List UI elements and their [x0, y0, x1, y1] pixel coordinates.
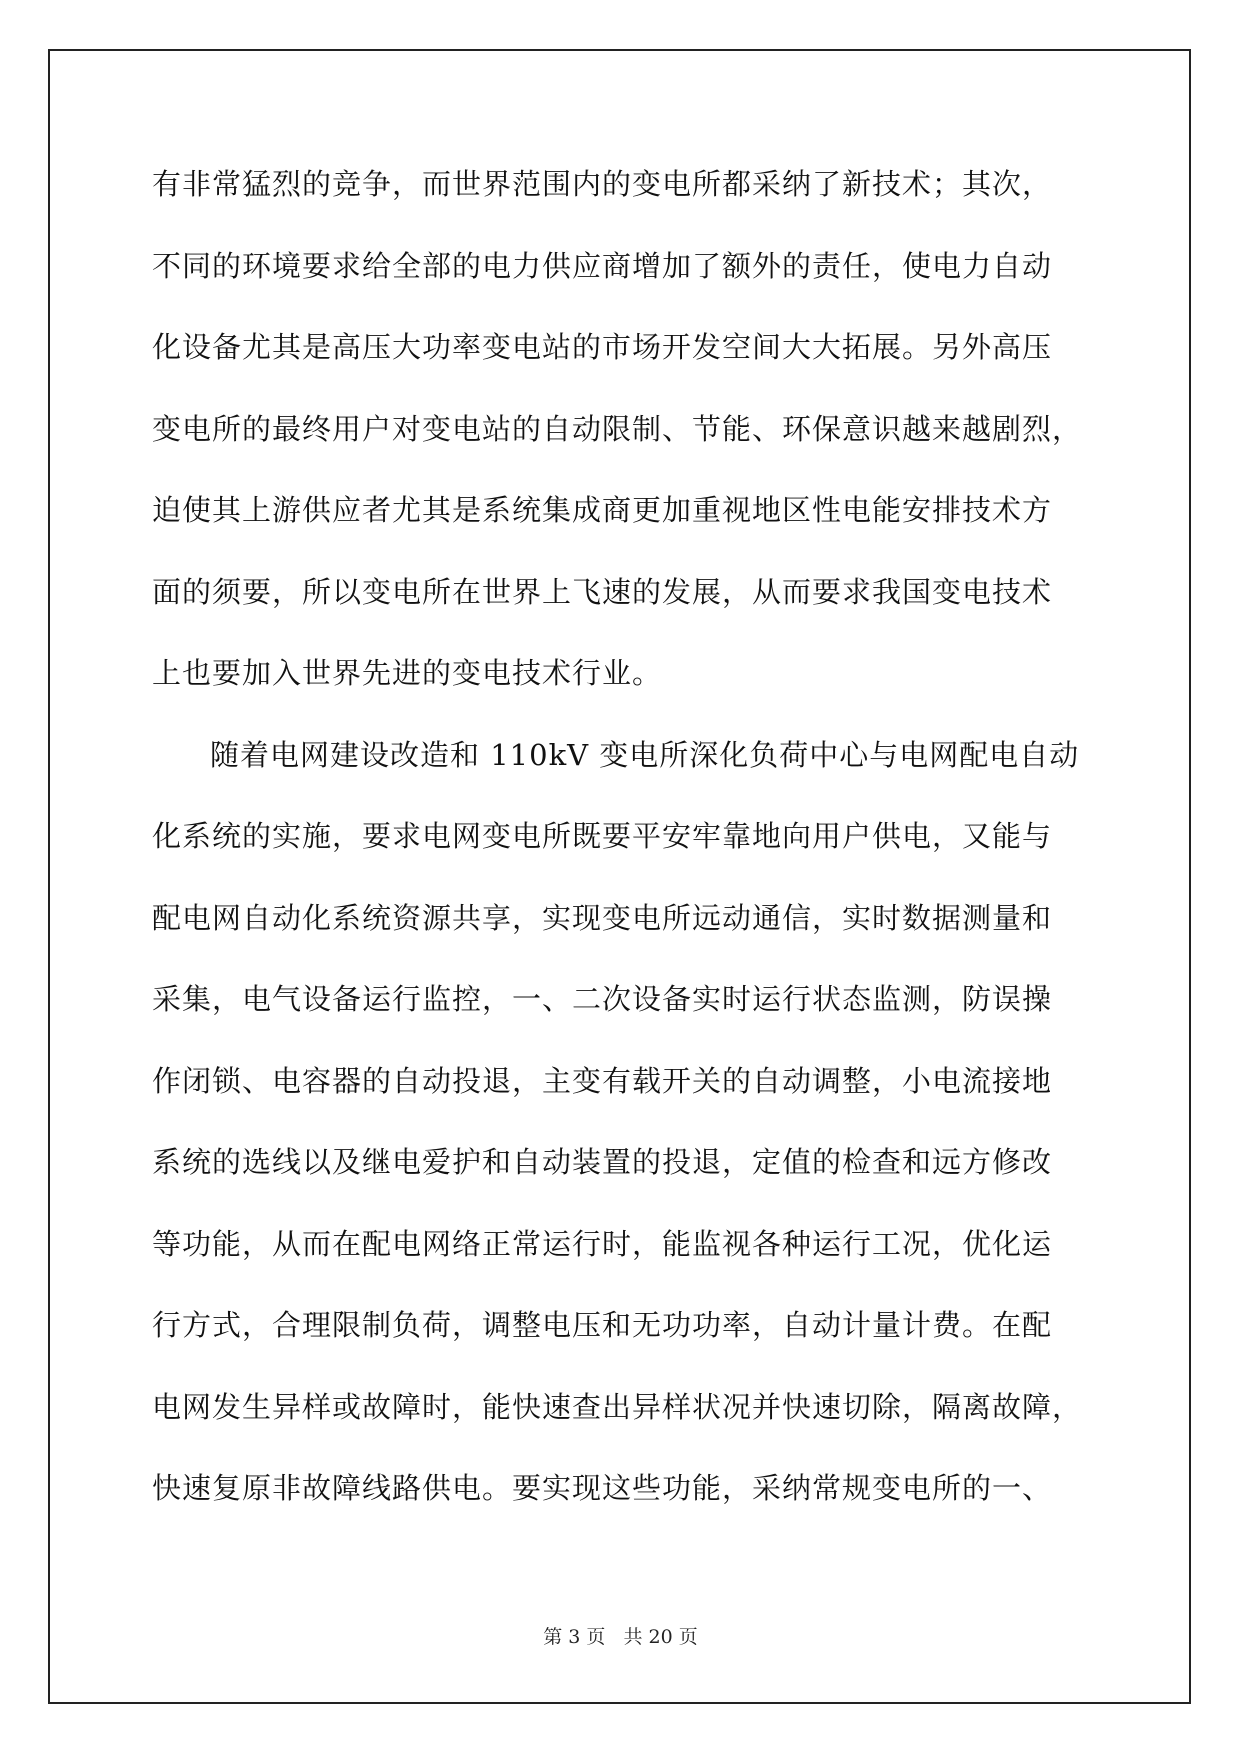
text-line: 快速复原非故障线路供电。要实现这些功能，采纳常规变电所的一、 [152, 1471, 1053, 1505]
page-total: 共 20 页 [623, 1626, 698, 1648]
text-line: 上也要加入世界先进的变电技术行业。 [152, 656, 663, 690]
page-footer [0, 1622, 1241, 1649]
text-line: 化系统的实施，要求电网变电所既要平安牢靠地向用户供电，又能与 [152, 819, 1053, 853]
text-line: 化设备尤其是高压大功率变电站的市场开发空间大大拓展。另外高压 [152, 330, 1053, 364]
text-line: 行方式，合理限制负荷，调整电压和无功功率，自动计量计费。在配 [152, 1308, 1053, 1342]
paragraph-2 [152, 736, 1102, 1551]
text-line: 采集，电气设备运行监控，一、二次设备实时运行状态监测，防误操 [152, 982, 1053, 1016]
paragraph-1 [152, 165, 1102, 736]
text-line: 等功能，从而在配电网络正常运行时，能监视各种运行工况，优化运 [152, 1226, 1053, 1261]
text-line: 迫使其上游供应者尤其是系统集成商更加重视地区性电能安排技术方 [152, 493, 1053, 527]
text-line: 面的须要，所以变电所在世界上飞速的发展，从而要求我国变电技术 [152, 574, 1053, 609]
text-line: 配电网自动化系统资源共享，实现变电所远动通信，实时数据测量和 [152, 900, 1053, 935]
text-line: 作闭锁、电容器的自动投退，主变有载开关的自动调整，小电流接地 [152, 1063, 1053, 1098]
text-line: 电网发生异样或故障时，能快速查出异样状况并快速切除，隔离故障， [152, 1389, 1083, 1424]
document-body [152, 165, 1102, 1551]
text-line: 不同的环境要求给全部的电力供应商增加了额外的责任，使电力自动 [152, 248, 1053, 283]
text-line: 有非常猛烈的竞争，而世界范围内的变电所都采纳了新技术；其次， [152, 167, 1053, 201]
page-number: 第 3 页 [543, 1626, 606, 1648]
text-line-indented: 随着电网建设改造和 110kV 变电所深化负荷中心与电网配电自动 [210, 737, 1080, 772]
text-line: 系统的选线以及继电爱护和自动装置的投退，定值的检查和远方修改 [152, 1145, 1053, 1179]
text-line: 变电所的最终用户对变电站的自动限制、节能、环保意识越来越剧烈， [152, 411, 1083, 446]
